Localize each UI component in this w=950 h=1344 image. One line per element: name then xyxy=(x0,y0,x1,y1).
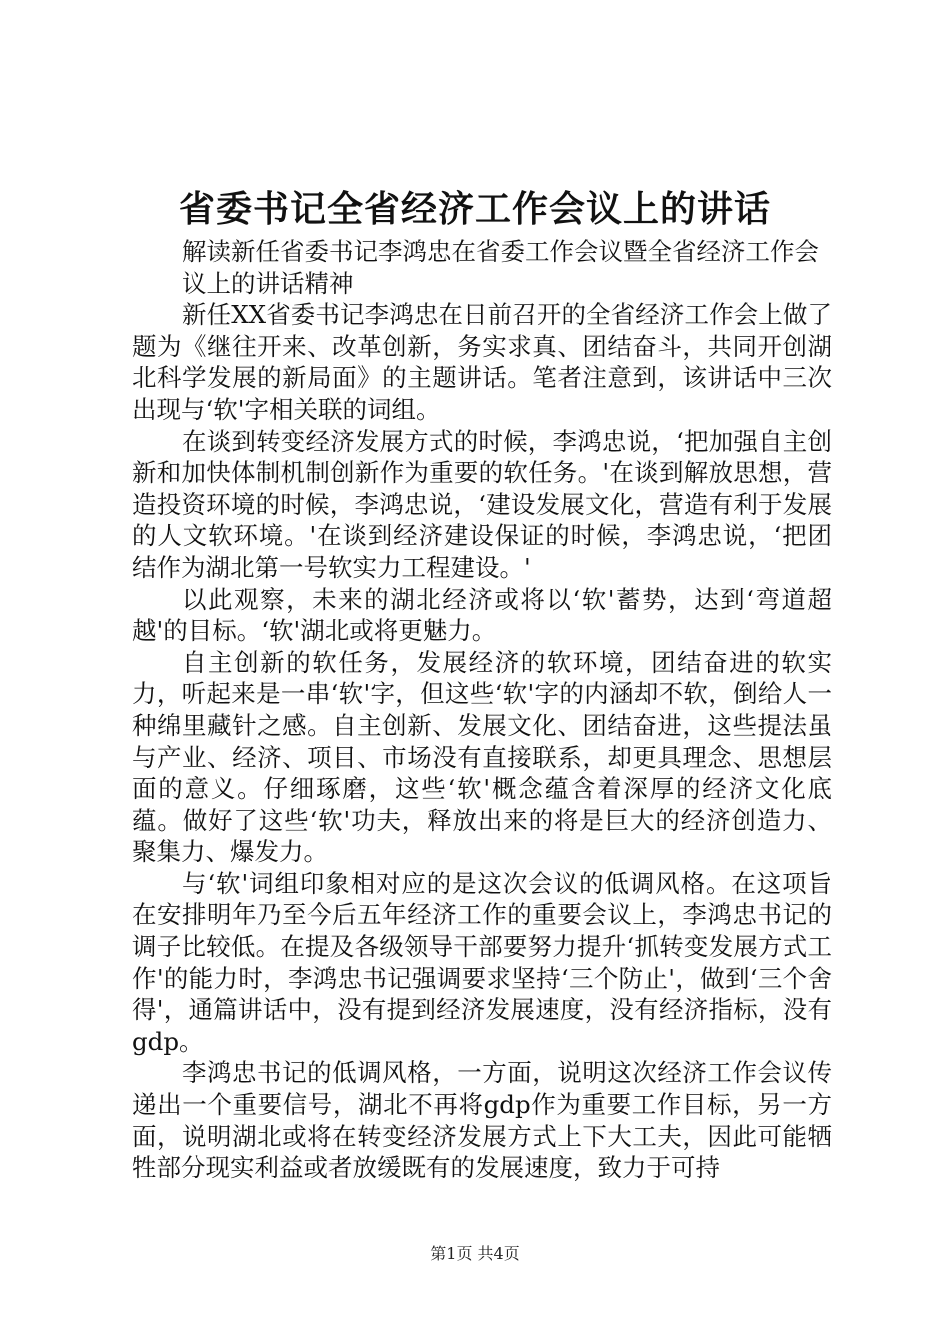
document-body xyxy=(132,236,832,1184)
page-number-footer: 第1页 共4页 xyxy=(430,1244,520,1263)
paragraph: 在谈到转变经济发展方式的时候，李鸿忠说，‘把加强自主创新和加快体制机制创新作为重要的软任务。'在谈到解放思想，营造投资环境的时候，李鸿忠说，‘建设发展文化，营造有利于发展的人文软环境。'在谈到经济建设保证的时候，李鸿忠说，‘把团结作为湖北第一号软实力工程建设。' xyxy=(132,426,832,582)
paragraph-intro-line-2: 议上的讲话精神 xyxy=(182,268,354,298)
paragraph-intro-line-1: 解读新任省委书记李鸿忠在省委工作会议暨全省经济工作会 xyxy=(182,237,819,266)
paragraph: 李鸿忠书记的低调风格，一方面，说明这次经济工作会议传递出一个重要信号，湖北不再将gdp作为重要工作目标，另一方面，说明湖北或将在转变经济发展方式上下大工夫，因此可能牺牲部分现实利益或者放缓既有的发展速度，致力于可持 xyxy=(132,1058,832,1183)
paragraph: 自主创新的软任务，发展经济的软环境，团结奋进的软实力，听起来是一串‘软'字，但这些‘软'字的内涵却不软，倒给人一种绵里藏针之感。自主创新、发展文化、团结奋进，这些提法虽与产业、经济、项目、市场没有直接联系，却更具理念、思想层面的意义。仔细琢磨，这些‘软'概念蕴含着深厚的经济文化底蕴。做好了这些‘软'功夫，释放出来的将是巨大的经济创造力、聚集力、爆发力。 xyxy=(132,647,832,867)
document-title: 省委书记全省经济工作会议上的讲话 xyxy=(178,189,771,230)
paragraph: 新任XX省委书记李鸿忠在日前召开的全省经济工作会上做了题为《继往开来、改革创新，务实求真、团结奋斗，共同开创湖北科学发展的新局面》的主题讲话。笔者注意到，该讲话中三次出现与‘软'字相关联的词组。 xyxy=(132,300,832,424)
paragraph: 以此观察，未来的湖北经济或将以‘软'蓄势，达到‘弯道超越'的目标。‘软'湖北或将更魅力。 xyxy=(132,584,832,646)
paragraph: 与‘软'词组印象相对应的是这次会议的低调风格。在这项旨在安排明年乃至今后五年经济工作的重要会议上，李鸿忠书记的调子比较低。在提及各级领导干部要努力提升‘抓转变发展方式工作'的能力时，李鸿忠书记强调要求坚持‘三个防止'，做到‘三个舍得'，通篇讲话中，没有提到经济发展速度，没有经济指标，没有gdp。 xyxy=(132,868,832,1056)
